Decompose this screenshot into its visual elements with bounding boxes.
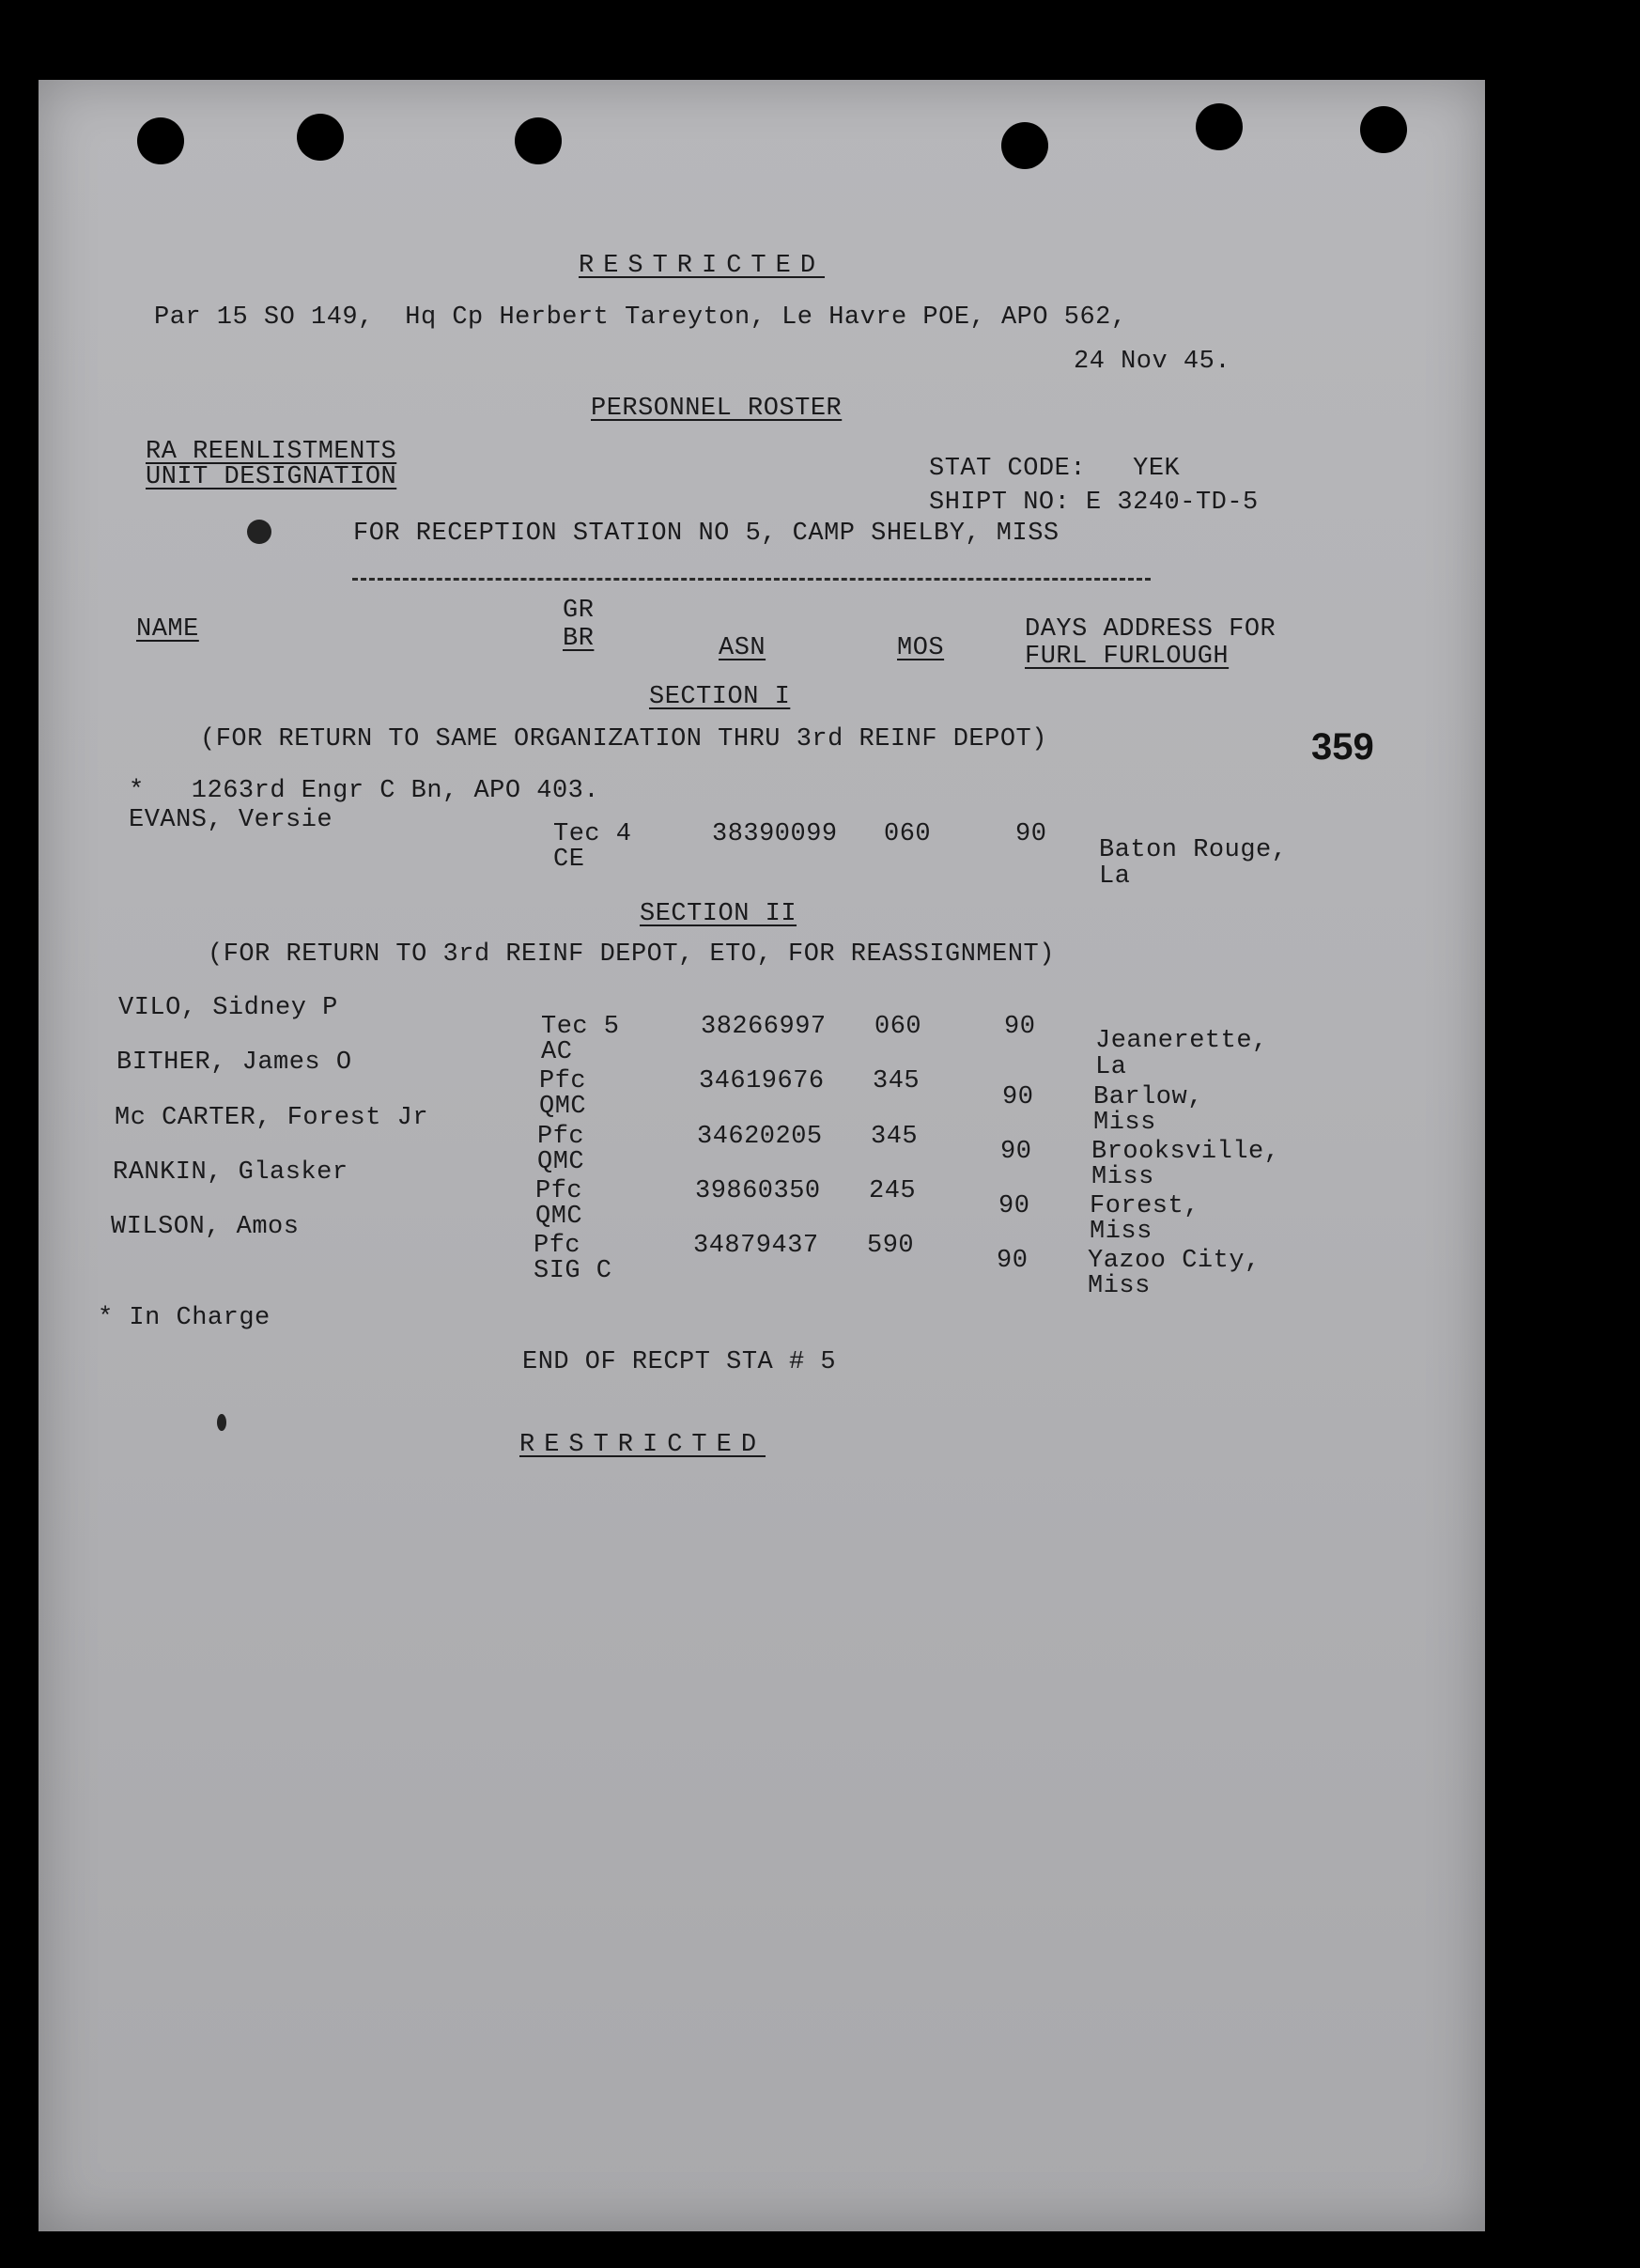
- address-state: Miss: [1091, 1163, 1154, 1191]
- grade: Pfc: [539, 1067, 587, 1095]
- branch: QMC: [539, 1093, 587, 1121]
- col-mos: MOS: [897, 634, 945, 662]
- punch-hole: [137, 117, 184, 164]
- order-date: 24 Nov 45.: [1074, 348, 1231, 376]
- dashed-rule: [352, 578, 1151, 581]
- address-city: Barlow,: [1093, 1083, 1203, 1111]
- col-days-address: DAYS ADDRESS FOR: [1025, 615, 1276, 644]
- asn: 39860350: [695, 1177, 821, 1205]
- col-asn: ASN: [719, 634, 766, 662]
- address-state: Miss: [1090, 1218, 1153, 1246]
- soldier-name: Mc CARTER, Forest Jr: [115, 1104, 429, 1132]
- grade: Tec 5: [541, 1013, 620, 1041]
- asn: 34619676: [699, 1067, 825, 1095]
- in-charge-note: * In Charge: [98, 1304, 271, 1332]
- section-1-title: SECTION I: [649, 683, 791, 711]
- days: 90: [1004, 1013, 1036, 1041]
- days: 90: [997, 1247, 1029, 1275]
- section-2-title: SECTION II: [640, 900, 797, 928]
- mos: 060: [874, 1013, 922, 1041]
- branch: QMC: [535, 1203, 583, 1231]
- mos: 345: [873, 1067, 921, 1095]
- days: 90: [998, 1192, 1030, 1220]
- asn: 34620205: [697, 1123, 823, 1151]
- grade: Pfc: [535, 1177, 583, 1205]
- soldier-name: BITHER, James O: [116, 1049, 352, 1077]
- ink-blot: [217, 1414, 226, 1431]
- soldier-name: RANKIN, Glasker: [113, 1158, 348, 1187]
- grade: Pfc: [534, 1232, 581, 1260]
- address-state: La: [1095, 1053, 1127, 1081]
- days: 90: [1002, 1083, 1034, 1111]
- punch-hole: [515, 117, 562, 164]
- col-name: NAME: [136, 615, 199, 644]
- punch-hole: [1360, 106, 1407, 153]
- punch-hole: [1001, 122, 1048, 169]
- roster-title: PERSONNEL ROSTER: [591, 395, 843, 423]
- soldier-name: EVANS, Versie: [129, 806, 333, 834]
- classification-bottom: RESTRICTED: [519, 1431, 766, 1459]
- address-city: Jeanerette,: [1095, 1027, 1268, 1055]
- branch: AC: [541, 1038, 573, 1066]
- document-page: [39, 80, 1485, 2231]
- grade: Tec 4: [553, 820, 632, 848]
- unit-line-2: UNIT DESIGNATION: [146, 463, 397, 491]
- ink-blot: [247, 520, 271, 544]
- col-gr: GR: [563, 597, 595, 625]
- address-city: Baton Rouge,: [1099, 836, 1288, 864]
- address-state: Miss: [1088, 1272, 1151, 1300]
- end-of-roster: END OF RECPT STA # 5: [522, 1348, 837, 1376]
- col-furl-furlough: FURL FURLOUGH: [1025, 643, 1230, 671]
- order-line: Par 15 SO 149, Hq Cp Herbert Tareyton, Le Havre POE, APO 562,: [154, 303, 1127, 332]
- mos: 245: [869, 1177, 917, 1205]
- branch: CE: [553, 846, 585, 874]
- section-2-note: (FOR RETURN TO 3rd REINF DEPOT, ETO, FOR REASSIGNMENT): [208, 940, 1055, 969]
- stat-code: STAT CODE: YEK: [929, 455, 1181, 483]
- unit-line-1: RA REENLISTMENTS: [146, 438, 397, 466]
- classification-top: RESTRICTED: [579, 252, 826, 280]
- address-city: Forest,: [1090, 1192, 1199, 1220]
- punch-hole: [297, 114, 344, 161]
- address-city: Yazoo City,: [1088, 1247, 1261, 1275]
- branch: QMC: [537, 1148, 585, 1176]
- section-1-unit: * 1263rd Engr C Bn, APO 403.: [129, 777, 600, 805]
- soldier-name: VILO, Sidney P: [118, 994, 338, 1022]
- mos: 345: [871, 1123, 919, 1151]
- reception-station: FOR RECEPTION STATION NO 5, CAMP SHELBY, MISS: [353, 520, 1060, 548]
- col-br: BR: [563, 625, 595, 653]
- section-1-note: (FOR RETURN TO SAME ORGANIZATION THRU 3rd REINF DEPOT): [200, 725, 1047, 753]
- address-state: La: [1099, 862, 1131, 891]
- punch-hole: [1196, 103, 1243, 150]
- asn: 38390099: [712, 820, 838, 848]
- address-city: Brooksville,: [1091, 1138, 1280, 1166]
- mos: 590: [867, 1232, 915, 1260]
- days: 90: [1015, 820, 1047, 848]
- shipment-number: SHIPT NO: E 3240-TD-5: [929, 489, 1259, 517]
- soldier-name: WILSON, Amos: [111, 1213, 300, 1241]
- asn: 38266997: [701, 1013, 827, 1041]
- page-number: 359: [1311, 726, 1374, 768]
- address-state: Miss: [1093, 1109, 1156, 1137]
- grade: Pfc: [537, 1123, 585, 1151]
- branch: SIG C: [534, 1257, 612, 1285]
- asn: 34879437: [693, 1232, 819, 1260]
- mos: 060: [884, 820, 932, 848]
- days: 90: [1000, 1138, 1032, 1166]
